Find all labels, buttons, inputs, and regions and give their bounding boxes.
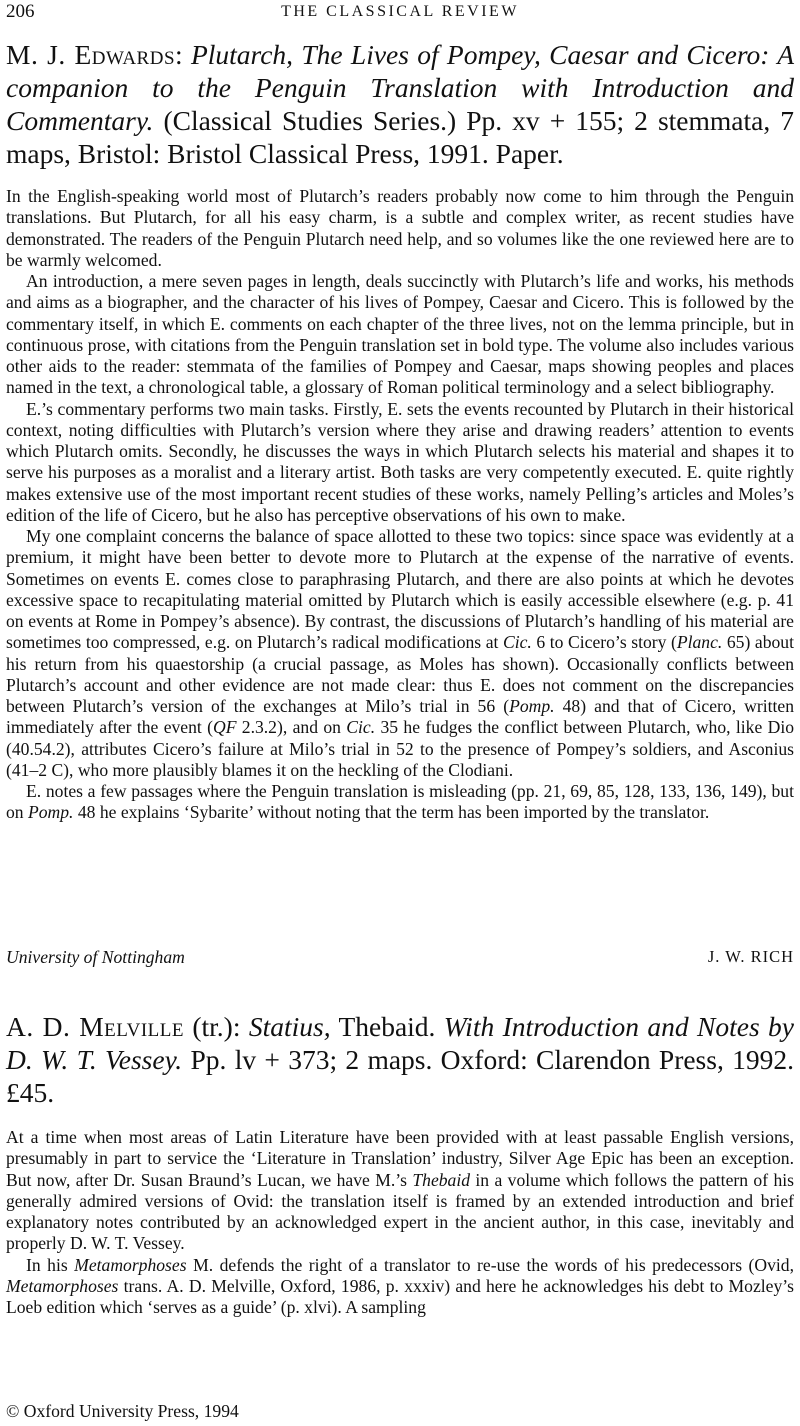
- journal-title: THE CLASSICAL REVIEW: [281, 3, 519, 20]
- review-2-introduction-note: With Introduction and Notes by D. W. T. Vessey.: [6, 1011, 794, 1075]
- review-2-paragraph-1: At a time when most areas of Latin Literature have been provided with at least passable English versions, presumably in part to service the ‘Literature in Translation’ industry, Silver Age Epic has been an exception. But now, after Dr. Susan Braund’s Lucan, we have M.’s Thebaid in a volume which follows the pattern of his generally admired versions of Ovid: the translation itself is framed by an extended introduction and brief explanatory notes contributed by an acknowledged expert in the ancient author, in this case, inevitably and properly D. W. T. Vessey.: [6, 1127, 794, 1254]
- review-2-body: [6, 1127, 794, 1318]
- review-2-author-statius: Statius,: [248, 1011, 331, 1042]
- review-2-book-title: Thebaid.: [330, 1011, 444, 1042]
- review-1-paragraph-3: E.’s commentary performs two main tasks. Firstly, E. sets the events recounted by Plutarch in their historical context, noting difficulties with Plutarch’s version where they arise and drawing readers’ attention to events which Plutarch omits. Secondly, he discusses the ways in which Plutarch selects his material and shapes it to serve his purposes as a moralist and a literary artist. Both tasks are very competently executed. E. quite rightly makes extensive use of the most important recent studies of these works, namely Pelling’s articles and Moles’s edition of the life of Cicero, but he also has perceptive observations of his own to make.: [6, 398, 794, 525]
- review-1-paragraph-4: My one complaint concerns the balance of space allotted to these two topics: since space was evidently at a premium, it might have been better to devote more to Plutarch at the expense of the narrative of events. Sometimes on events E. comes close to paraphrasing Plutarch, and there are also points at which he devotes excessive space to recapitulating material omitted by Plutarch which is easily accessible elsewhere (e.g. p. 41 on events at Rome in Pompey’s absence). By contrast, the discussions of Plutarch’s handling of his material are sometimes too compressed, e.g. on Plutarch’s radical modifications at Cic. 6 to Cicero’s story (Planc. 65) about his return from his quaestorship (a crucial passage, as Moles has shown). Occasionally conflicts between Plutarch’s account and other evidence are not made clear: thus E. does not comment on the discrepancies between Plutarch’s version of the exchanges at Milo’s trial in 56 (Pomp. 48) and that of Cicero, written immediately after the event (QF 2.3.2), and on Cic. 35 he fudges the conflict between Plutarch, who, like Dio (40.54.2), attributes Cicero’s failure at Milo’s trial in 52 to the presence of Pompey’s soldiers, and Asconius (41–2 C), who more plausibly blames it on the heckling of the Clodiani.: [6, 526, 795, 780]
- review-2-paragraph-2: In his Metamorphoses M. defends the right of a translator to re-use the words of his predecessors (Ovid, Metamorphoses trans. A. D. Melville, Oxford, 1986, p. xxxiv) and here he acknowledges his debt to Mozley’s Loeb edition which ‘serves as a guide’ (p. xlvi). A sampling: [6, 1254, 794, 1317]
- review-1-author: M. J. Edwards: [6, 39, 176, 70]
- review-1-book-title: Plutarch, The Lives of Pompey, Caesar and Cicero: A companion to the Penguin Translation with Introduction and Commentary.: [6, 39, 795, 136]
- review-1-body: [6, 186, 794, 824]
- page-number: 206: [6, 1, 35, 22]
- copyright-notice: © Oxford University Press, 1994: [6, 1401, 239, 1421]
- review-1-signature-row: [6, 945, 794, 969]
- review-1-paragraph-5: E. notes a few passages where the Penguin translation is misleading (pp. 21, 69, 85, 128, 133, 136, 149), but on Pomp. 48 he explains ‘Sybarite’ without noting that the term has been imported by the translator.: [6, 781, 794, 823]
- review-2-publication-details: Pp. lv + 373; 2 maps. Oxford: Clarendon Press, 1992. £45.: [6, 1044, 795, 1108]
- review-2-author: A. D. Melville: [6, 1011, 184, 1042]
- review-1-publication-details: (Classical Studies Series.) Pp. xv + 155; 2 stemmata, 7 maps, Bristol: Bristol Classical Press, 1991. Paper.: [6, 105, 794, 169]
- reviewer-affiliation: University of Nottingham: [6, 947, 185, 967]
- review-1-heading: M. J. Edwards: Plutarch, The Lives of Pompey, Caesar and Cicero: A companion to the Penguin Translation with Introduction and Commentary. (Classical Studies Series.) Pp. xv + 155; 2 stemmata, 7 maps, Bristol: Bristol Classical Press, 1991. Paper.: [6, 39, 795, 169]
- review-2-heading: A. D. Melville (tr.): Statius, Thebaid. With Introduction and Notes by D. W. T. Vessey. Pp. lv + 373; 2 maps. Oxford: Clarendon Press, 1992. £45.: [6, 1011, 795, 1108]
- running-head: [6, 0, 794, 24]
- review-1-paragraph-2: An introduction, a mere seven pages in length, deals succinctly with Plutarch’s life and works, his methods and aims as a biographer, and the character of his lives of Pompey, Caesar and Cicero. This is followed by the commentary itself, in which E. comments on each chapter of the three lives, not on the lemma principle, but in continuous prose, with citations from the Penguin translation set in bold type. The volume also includes various other aids to the reader: stemmata of the families of Pompey and Caesar, maps showing peoples and places named in the text, a chronological table, a glossary of Roman political terminology and a select bibliography.: [6, 271, 794, 398]
- reviewer-signature: J. W. RICH: [707, 947, 794, 966]
- review-1-paragraph-1: In the English-speaking world most of Plutarch’s readers probably now come to him through the Penguin translations. But Plutarch, for all his easy charm, is a subtle and complex writer, as recent studies have demonstrated. The readers of the Penguin Plutarch need help, and so volumes like the one reviewed here are to be warmly welcomed.: [6, 186, 794, 270]
